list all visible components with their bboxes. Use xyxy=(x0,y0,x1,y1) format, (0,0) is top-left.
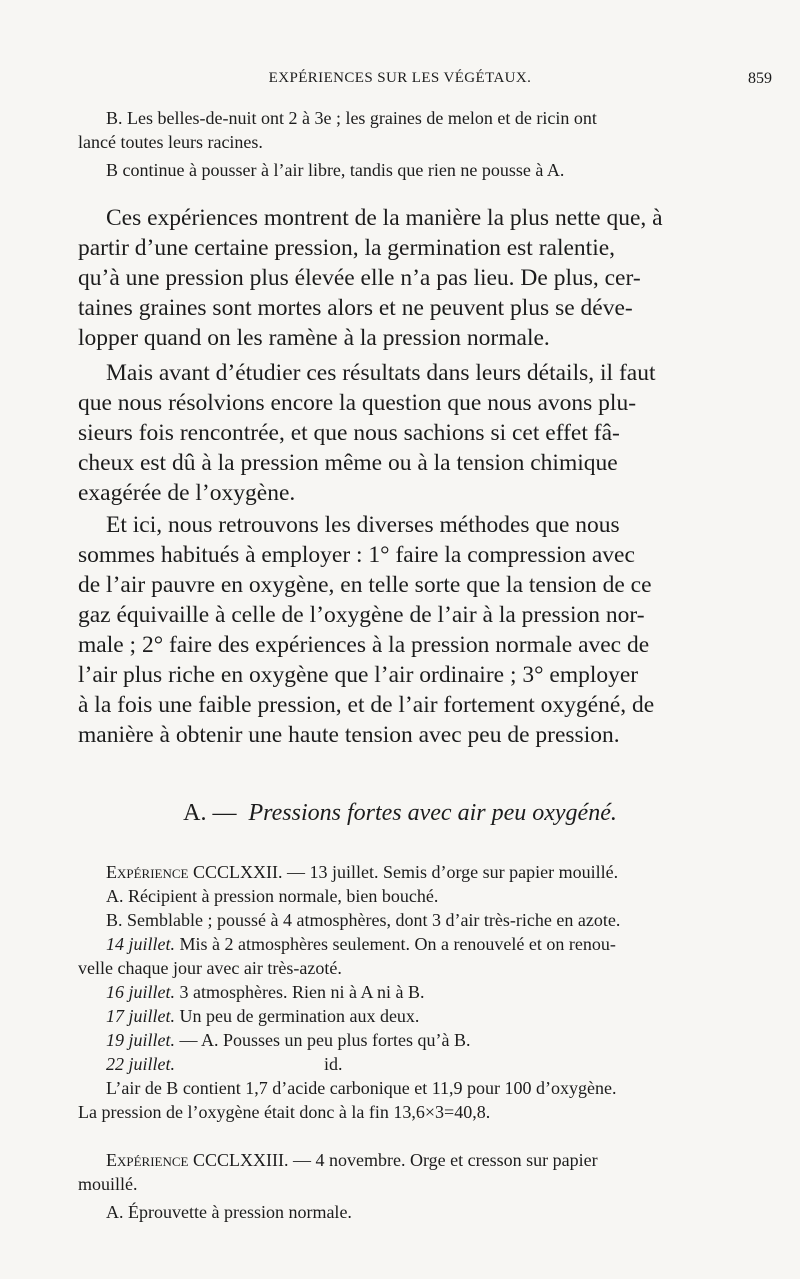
entry-date: 22 juillet. xyxy=(106,1054,175,1074)
paragraph-line: male ; 2° faire des expériences à la pression normale avec de xyxy=(78,632,650,658)
paragraph-line: taines graines sont mortes alors et ne peuvent plus se déve- xyxy=(78,295,633,321)
paragraph-line: lopper quand on les ramène à la pression normale. xyxy=(78,325,550,351)
paragraph-line: partir d’une certaine pression, la germination est ralentie, xyxy=(78,235,616,261)
entry-date: 16 juillet. xyxy=(106,982,175,1002)
experiment-label: Expérience CCCLXXIII. xyxy=(106,1150,289,1170)
note-line: B continue à pousser à l’air libre, tandis que rien ne pousse à A. xyxy=(106,160,565,180)
running-title: EXPÉRIENCES SUR LES VÉGÉTAUX. xyxy=(268,70,532,86)
experiment-line: La pression de l’oxygène était donc à la fin 13,6×3=40,8. xyxy=(78,1102,491,1122)
entry-date: 19 juillet. xyxy=(106,1030,175,1050)
section-title: Pressions fortes avec air peu oxygéné. xyxy=(248,800,617,826)
experiment-entry xyxy=(78,1004,758,1028)
experiment-372 xyxy=(78,860,758,1124)
experiment-entry xyxy=(78,980,758,1004)
page-number: 859 xyxy=(748,70,772,87)
paragraph-line: l’air plus riche en oxygène que l’air ordinaire ; 3° employer xyxy=(78,662,639,688)
entry-date: 17 juillet. xyxy=(106,1006,175,1026)
experiment-line: velle chaque jour avec air très-azoté. xyxy=(78,958,342,978)
experiment-intro xyxy=(78,860,758,884)
experiment-entry xyxy=(78,932,758,956)
paragraph-3 xyxy=(78,510,750,750)
experiment-line: B. Semblable ; poussé à 4 atmosphères, dont 3 d’air très-riche en azote. xyxy=(106,910,621,930)
entry-text: Un peu de germination aux deux. xyxy=(179,1006,420,1026)
experiment-intro-text: — 13 juillet. Semis d’orge sur papier mouillé. xyxy=(287,862,619,882)
paragraph-line: qu’à une pression plus élevée elle n’a pas lieu. De plus, cer- xyxy=(78,265,641,291)
paragraph-line: cheux est dû à la pression même ou à la tension chimique xyxy=(78,450,618,476)
section-heading xyxy=(0,800,800,827)
paragraph-line: sieurs fois rencontrée, et que nous sachions si cet effet fâ- xyxy=(78,420,620,446)
paragraph-line: Mais avant d’étudier ces résultats dans leurs détails, il faut xyxy=(106,360,656,386)
entry-text: — A. Pousses un peu plus fortes qu’à B. xyxy=(179,1030,471,1050)
paragraph-1 xyxy=(78,203,750,353)
paragraph-line: exagérée de l’oxygène. xyxy=(78,480,296,506)
paragraph-line: que nous résolvions encore la question que nous avons plu- xyxy=(78,390,637,416)
paragraph-line: sommes habitués à employer : 1° faire la compression avec xyxy=(78,542,635,568)
section-letter: A. — xyxy=(183,800,237,826)
experiment-entry xyxy=(78,1052,758,1076)
paragraph-line: gaz équivaille à celle de l’oxygène de l’air à la pression nor- xyxy=(78,602,645,628)
paragraph-line: à la fois une faible pression, et de l’air fortement oxygéné, de xyxy=(78,692,655,718)
entry-text: id. xyxy=(324,1054,343,1074)
experiment-intro-text: — 4 novembre. Orge et cresson sur papier xyxy=(293,1150,598,1170)
experiment-373 xyxy=(78,1148,758,1224)
entry-text: Mis à 2 atmosphères seulement. On a renouvelé et on renou- xyxy=(179,934,616,954)
experiment-entry xyxy=(78,1028,758,1052)
paragraph-line: Et ici, nous retrouvons les diverses méthodes que nous xyxy=(106,512,620,538)
page-header xyxy=(0,70,800,94)
top-notes xyxy=(78,106,758,182)
experiment-label: Expérience CCCLXXII. xyxy=(106,862,283,882)
experiment-line: A. Récipient à pression normale, bien bouché. xyxy=(106,886,439,906)
experiment-line: A. Éprouvette à pression normale. xyxy=(106,1202,352,1222)
paragraph-line: Ces expériences montrent de la manière la plus nette que, à xyxy=(106,205,663,231)
entry-text: 3 atmosphères. Rien ni à A ni à B. xyxy=(179,982,425,1002)
paragraph-line: de l’air pauvre en oxygène, en telle sorte que la tension de ce xyxy=(78,572,652,598)
experiment-line: L’air de B contient 1,7 d’acide carbonique et 11,9 pour 100 d’oxygène. xyxy=(106,1078,617,1098)
note-line: lancé toutes leurs racines. xyxy=(78,132,263,152)
paragraph-line: manière à obtenir une haute tension avec peu de pression. xyxy=(78,722,620,748)
note-line: B. Les belles-de-nuit ont 2 à 3e ; les graines de melon et de ricin ont xyxy=(106,108,597,128)
experiment-line: mouillé. xyxy=(78,1174,138,1194)
experiment-intro xyxy=(78,1148,758,1172)
paragraph-2 xyxy=(78,358,750,508)
entry-date: 14 juillet. xyxy=(106,934,175,954)
